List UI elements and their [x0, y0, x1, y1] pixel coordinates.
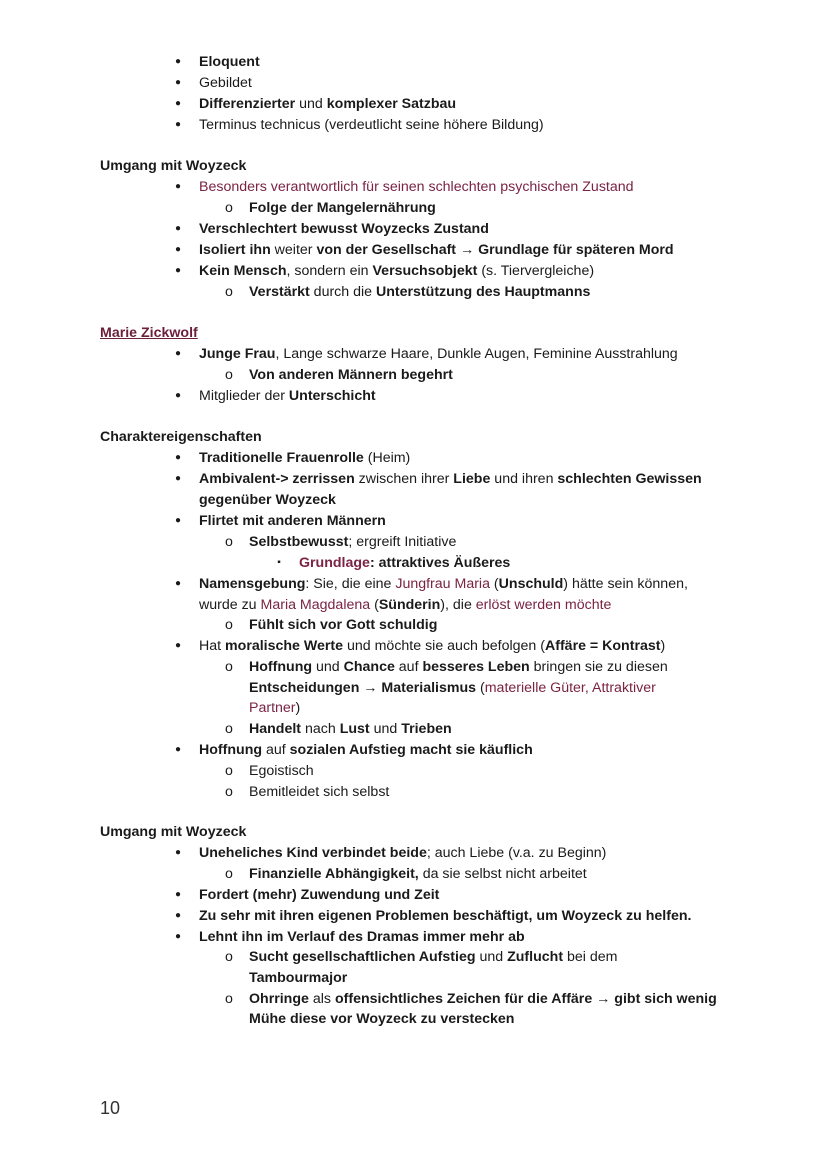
text-run: Folge der Mangelernährung — [249, 200, 436, 216]
text-run: Traditionelle Frauenrolle — [199, 450, 364, 466]
text-run: Von anderen Männern begehrt — [249, 367, 453, 383]
text-run: auf — [262, 742, 290, 758]
text-run: schlechten Gewissen — [557, 471, 702, 487]
text-run: Besonders verantwortlich für seinen schlechten psychischen Zustand — [199, 179, 634, 195]
text-run: Egoistisch — [249, 763, 314, 779]
text-run: Kein Mensch — [199, 263, 287, 279]
text-run: nach — [301, 721, 340, 737]
text-run: Umgang mit Woyzeck — [100, 158, 247, 174]
text-run: Hoffnung — [249, 659, 313, 675]
text-run: durch die — [309, 284, 376, 300]
list-item-text — [199, 448, 410, 468]
text-run: Mühe diese vor Woyzeck zu verstecken — [249, 1011, 515, 1027]
list-item-text — [199, 906, 691, 926]
list-item-text — [249, 1009, 514, 1029]
text-run: ) — [660, 638, 666, 654]
text-run: Finanzielle Abhängigkeit, — [249, 866, 419, 882]
list-item-text — [199, 94, 456, 114]
bullet-icon: ● — [174, 640, 182, 651]
bullet-icon: ● — [174, 847, 182, 858]
sub-bullet-icon: o — [225, 200, 233, 216]
text-run: besseres Leben — [422, 659, 530, 675]
text-run: Zuflucht — [507, 949, 564, 965]
list-item-text — [249, 761, 314, 781]
text-run: erlöst werden möchte — [475, 597, 612, 613]
page-number: 10 — [100, 1098, 121, 1118]
text-run: (Heim) — [363, 450, 411, 466]
text-run: Sucht gesellschaftlichen Aufstieg — [249, 949, 476, 965]
list-item-text — [199, 344, 678, 364]
text-run: von der Gesellschaft → Grundlage für späteren Mord — [316, 242, 674, 258]
text-run: Marie Zickwolf — [100, 325, 198, 341]
list-item-text — [199, 490, 336, 510]
text-run: Gebildet — [199, 75, 252, 91]
sub-bullet-icon: o — [225, 284, 233, 300]
list-item-text — [199, 927, 525, 947]
list-item-text — [199, 740, 533, 760]
text-run: Chance — [343, 659, 395, 675]
list-item-text — [249, 365, 453, 385]
text-run: Lust — [339, 721, 370, 737]
text-run: , sondern ein — [286, 263, 373, 279]
text-run: Lehnt ihn im Verlauf des Dramas immer mehr ab — [199, 929, 525, 945]
list-item-text — [249, 657, 668, 677]
sub-bullet-icon: o — [225, 617, 233, 633]
list-item-text — [249, 989, 717, 1009]
text-run: und ihren — [490, 471, 558, 487]
text-run: und — [475, 949, 508, 965]
bullet-icon: ● — [174, 515, 182, 526]
text-run: komplexer Satzbau — [326, 96, 457, 112]
list-item-text — [199, 240, 674, 260]
bullet-icon: ● — [174, 744, 182, 755]
text-run: Verschlechtert bewusst Woyzecks Zustand — [199, 221, 489, 237]
text-run: Fühlt sich vor Gott schuldig — [249, 617, 438, 633]
list-item-text — [199, 115, 544, 135]
sub-bullet-icon: o — [225, 866, 233, 882]
text-run: Unterstützung des Hauptmanns — [375, 284, 591, 300]
sub-bullet-icon: o — [225, 534, 233, 550]
text-run: und — [369, 721, 402, 737]
bullet-icon: ● — [174, 452, 182, 463]
text-run: ( — [476, 680, 485, 696]
text-run: Charaktereigenschaften — [100, 429, 262, 445]
text-run: Ambivalent-> zerrissen — [199, 471, 355, 487]
text-run: ( — [370, 597, 379, 613]
text-run: materielle Güter, Attraktiver — [484, 680, 656, 696]
text-run: ), die — [440, 597, 476, 613]
text-run: bei dem — [563, 949, 618, 965]
sub-bullet-icon: o — [225, 763, 233, 779]
list-item-text — [299, 553, 510, 573]
text-run: Bemitleidet sich selbst — [249, 784, 390, 800]
text-run: bringen sie zu diesen — [529, 659, 668, 675]
bullet-icon: ● — [174, 390, 182, 401]
list-item-text — [199, 261, 594, 281]
text-run: Hat — [199, 638, 226, 654]
square-bullet-icon: ▪ — [277, 557, 281, 568]
text-run: moralische Werte — [225, 638, 344, 654]
list-item-text — [199, 843, 606, 863]
text-run: Affäre = Kontrast — [544, 638, 661, 654]
text-run: Grundlage — [299, 555, 370, 571]
text-run: Umgang mit Woyzeck — [100, 824, 247, 840]
text-run: zwischen ihrer — [354, 471, 454, 487]
list-item-text — [199, 574, 688, 594]
sub-bullet-icon: o — [225, 784, 233, 800]
text-run: Versuchsobjekt — [372, 263, 478, 279]
text-run: Sünderin — [378, 597, 441, 613]
text-run: : attraktives Äußeres — [369, 555, 511, 571]
list-item-text — [249, 719, 452, 739]
text-run: Hoffnung — [199, 742, 263, 758]
list-item-text — [199, 636, 665, 656]
text-run: Namensgebung — [199, 576, 306, 592]
text-run: Flirtet mit anderen Männern — [199, 513, 386, 529]
bullet-icon: ● — [174, 265, 182, 276]
text-run: , Lange schwarze Haare, Dunkle Augen, Feminine Ausstrahlung — [275, 346, 678, 362]
text-run: Uneheliches Kind verbindet beide — [199, 845, 427, 861]
bullet-icon: ● — [174, 889, 182, 900]
section-heading — [100, 822, 246, 842]
text-run: ; auch Liebe (v.a. zu Beginn) — [426, 845, 607, 861]
bullet-icon: ● — [174, 244, 182, 255]
text-run: Junge Frau — [199, 346, 276, 362]
sub-bullet-icon: o — [225, 721, 233, 737]
bullet-icon: ● — [174, 223, 182, 234]
text-run: Ohrringe — [249, 991, 309, 1007]
text-run: ; ergreift Initiative — [348, 534, 457, 550]
bullet-icon: ● — [174, 119, 182, 130]
text-run: Verstärkt — [249, 284, 310, 300]
text-run: Fordert (mehr) Zuwendung und Zeit — [199, 887, 440, 903]
text-run: Unschuld — [498, 576, 564, 592]
text-run: Terminus technicus (verdeutlicht seine höhere Bildung) — [199, 117, 544, 133]
text-run: auf — [394, 659, 423, 675]
text-run: Mitglieder der — [199, 388, 289, 404]
bullet-icon: ● — [174, 181, 182, 192]
list-item-text — [249, 678, 656, 698]
sub-bullet-icon: o — [225, 659, 233, 675]
text-run: sozialen Aufstieg macht sie käuflich — [289, 742, 533, 758]
bullet-icon: ● — [174, 98, 182, 109]
text-run: weiter — [270, 242, 317, 258]
text-run: offensichtliches Zeichen für die Affäre → gibt sich wenig — [334, 991, 717, 1007]
bullet-icon: ● — [174, 56, 182, 67]
bullet-icon: ● — [174, 931, 182, 942]
text-run: ( — [489, 576, 499, 592]
text-run: ) hätte sein können, — [563, 576, 688, 592]
text-run: Differenzierter — [199, 96, 296, 112]
list-item-text — [199, 511, 386, 531]
list-item-text — [199, 73, 252, 93]
text-run: gegenüber Woyzeck — [199, 492, 336, 508]
text-run: Partner — [249, 700, 296, 716]
sub-bullet-icon: o — [225, 949, 233, 965]
text-run: und möchte sie auch befolgen ( — [343, 638, 545, 654]
list-item-text — [199, 469, 702, 489]
text-run: Liebe — [453, 471, 491, 487]
bullet-icon: ● — [174, 348, 182, 359]
bullet-icon: ● — [174, 578, 182, 589]
list-item-text — [199, 386, 376, 406]
list-item-text — [249, 947, 617, 967]
text-run: : Sie, die eine — [305, 576, 396, 592]
text-run: als — [308, 991, 335, 1007]
text-run: Jungfrau Maria — [395, 576, 490, 592]
character-heading — [100, 323, 198, 343]
text-run: Eloquent — [199, 54, 260, 70]
text-run: Selbstbewusst — [249, 534, 349, 550]
bullet-icon: ● — [174, 910, 182, 921]
text-run: Handelt — [249, 721, 302, 737]
list-item-text — [199, 219, 489, 239]
text-run: und — [312, 659, 344, 675]
list-item-text — [249, 282, 590, 302]
list-item-text — [249, 968, 347, 988]
list-item-text — [249, 615, 437, 635]
text-run: Tambourmajor — [249, 970, 348, 986]
section-heading — [100, 156, 246, 176]
text-run: ) — [295, 700, 301, 716]
text-run: (s. Tiervergleiche) — [477, 263, 595, 279]
list-item-text — [249, 864, 587, 884]
text-run: Isoliert ihn — [199, 242, 271, 258]
bullet-icon: ● — [174, 77, 182, 88]
list-item-text — [199, 595, 611, 615]
sub-bullet-icon: o — [225, 367, 233, 383]
text-run: Unterschicht — [288, 388, 376, 404]
text-run: Entscheidungen → Materialismus — [249, 680, 477, 696]
section-heading — [100, 427, 262, 447]
list-item-text — [249, 698, 300, 718]
text-run: da sie selbst nicht arbeitet — [418, 866, 587, 882]
list-item-text — [249, 532, 456, 552]
sub-bullet-icon: o — [225, 991, 233, 1007]
list-item-text — [199, 885, 439, 905]
text-run: Trieben — [401, 721, 452, 737]
text-run: wurde zu — [199, 597, 261, 613]
list-item-text — [199, 52, 260, 72]
list-item-text — [249, 782, 389, 802]
list-item-text — [249, 198, 436, 218]
text-run: Maria Magdalena — [260, 597, 371, 613]
text-run: Zu sehr mit ihren eigenen Problemen beschäftigt, um Woyzeck zu helfen. — [199, 908, 692, 924]
text-run: und — [295, 96, 327, 112]
bullet-icon: ● — [174, 473, 182, 484]
list-item-text — [199, 177, 634, 197]
